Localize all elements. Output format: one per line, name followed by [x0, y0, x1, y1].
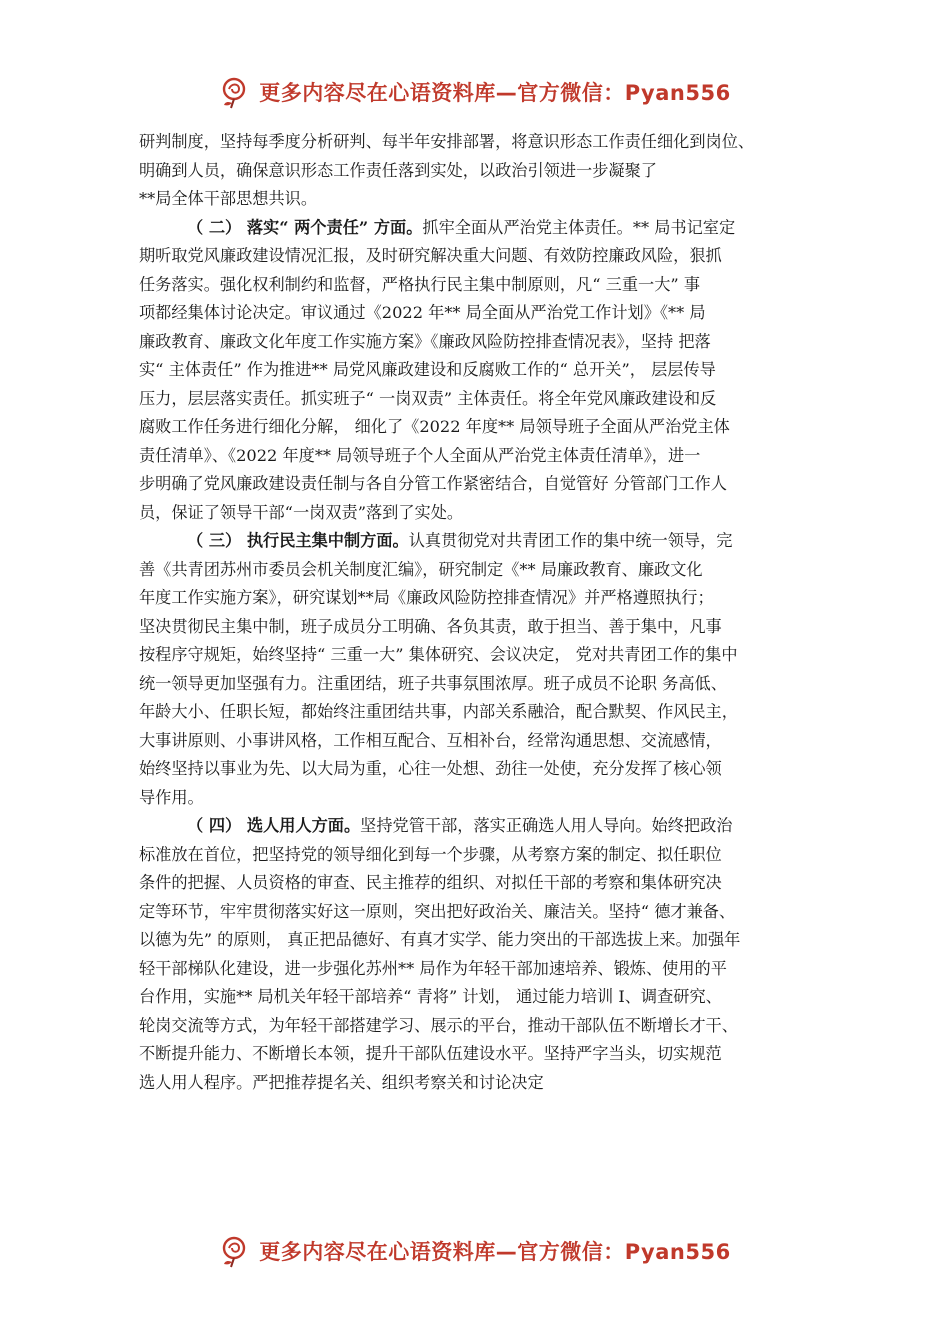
text-line: **局全体干部思想共识。: [139, 189, 318, 208]
text-line: 廉政教育、廉政文化年度工作实施方案》《廉政风险防控排查情况表》，坚持 把落: [139, 331, 711, 351]
watermark-text: 更多内容尽在心语资料库—官方微信：Pyan556: [259, 1240, 731, 1264]
rose-logo-icon: [219, 1234, 253, 1268]
text-line: 标准放在首位，把坚持党的领导细化到每一个步骤，从考察方案的制定、拟任职位: [139, 844, 722, 864]
text-line: 明确到人员，确保意识形态工作责任落到实处，以政治引领进一步凝聚了: [139, 160, 657, 180]
text-line: 导作用。: [139, 787, 204, 807]
heading-rest: 抓牢全面从严治党主体责任。** 局书记室定: [422, 217, 736, 237]
text-line: 责任清单》、《2022 年度** 局领导班子个人全面从严治党主体责任清单》，进一: [139, 445, 701, 465]
heading-rest: 坚持党管干部，落实正确选人用人导向。始终把政治: [360, 816, 733, 835]
document-body: [139, 128, 827, 1097]
text-line: 压力，层层落实责任。抓实班子“ 一岗双责” 主体责任。将全年党风廉政建设和反: [139, 388, 717, 408]
text-line: 员，保证了领导干部“一岗双责”落到了实处。: [139, 502, 464, 522]
heading-title: （ 三） 执行民主集中制方面。: [187, 531, 409, 550]
paragraph-heading-4: [139, 812, 827, 841]
text-line: 期听取党风廉政建设情况汇报，及时研究解决重大问题、有效防控廉政风险，狠抓: [139, 246, 722, 265]
heading-rest: 认真贯彻党对共青团工作的集中统一领导，完: [408, 531, 733, 550]
heading-title: （ 四） 选人用人方面。: [187, 816, 361, 835]
text-line: 善《共青团苏州市委员会机关制度汇编》，研究制定《** 局廉政教育、廉政文化: [139, 559, 703, 579]
paragraph-heading-2: [139, 214, 827, 243]
text-line: 步明确了党风廉政建设责任制与各自分管工作紧密结合，自觉管好 分管部门工作人: [139, 474, 727, 493]
text-line: 选人用人程序。严把推荐提名关、组织考察关和讨论决定: [139, 1072, 544, 1092]
text-line: 任务落实。强化权利制约和监督，严格执行民主集中制原则，凡“ 三重一大” 事: [139, 274, 701, 294]
text-line: 以德为先” 的原则， 真正把品德好、有真才实学、能力突出的干部选拔上来。加强年: [139, 930, 741, 949]
text-line: 不断提升能力、不断增长本领，提升干部队伍建设水平。坚持严字当头，切实规范: [139, 1044, 722, 1063]
text-line: 年龄大小、任职长短，都始终注重团结共事，内部关系融洽，配合默契、作风民主，: [139, 702, 738, 721]
rose-logo-icon: [219, 75, 253, 109]
text-line: 按程序守规矩，始终坚持“ 三重一大” 集体研究、会议决定， 党对共青团工作的集中: [139, 645, 738, 664]
text-line: 统一领导更加坚强有力。注重团结，班子共事氛围浓厚。班子成员不论职 务高低、: [139, 673, 727, 693]
text-line: 轻干部梯队化建设，进一步强化苏州** 局作为年轻干部加速培养、锻炼、使用的平: [139, 958, 727, 978]
footer-watermark: [0, 1231, 950, 1271]
text-line: 项都经集体讨论决定。审议通过《2022 年** 局全面从严治党工作计划》《** 局: [139, 303, 706, 322]
text-line: 轮岗交流等方式，为年轻干部搭建学习、展示的平台，推动干部队伍不断增长才干、: [139, 1015, 738, 1035]
text-line: 坚决贯彻民主集中制，班子成员分工明确、各负其责，敢于担当、善于集中，凡事: [139, 616, 722, 636]
heading-title: （ 二） 落实“ 两个责任” 方面。: [187, 217, 423, 237]
text-line: 始终坚持以事业为先、以大局为重，心往一处想、劲往一处使，充分发挥了核心领: [139, 759, 722, 778]
text-line: 年度工作实施方案》，研究谋划**局《廉政风险防控排查情况》并严格遵照执行；: [139, 588, 714, 607]
text-line: 台作用，实施** 局机关年轻干部培养“ 青将” 计划， 通过能力培训 I、调查研究、: [139, 987, 722, 1006]
watermark-text: 更多内容尽在心语资料库—官方微信：Pyan556: [259, 81, 731, 105]
text-line: 条件的把握、人员资格的审查、民主推荐的组织、对拟任干部的考察和集体研究决: [139, 873, 722, 892]
text-line: 实“ 主体责任” 作为推进** 局党风廉政建设和反腐败工作的“ 总开关”， 层层传导: [139, 360, 716, 379]
header-watermark: [0, 72, 950, 112]
text-line: 定等环节，牢牢贯彻落实好这一原则，突出把好政治关、廉洁关。坚持“ 德才兼备、: [139, 901, 736, 921]
text-line: 大事讲原则、小事讲风格，工作相互配合、互相补台，经常沟通思想、交流感情，: [139, 730, 722, 750]
text-line: 研判制度，坚持每季度分析研判、每半年安排部署，将意识形态工作责任细化到岗位、: [139, 132, 755, 151]
text-line: 腐败工作任务进行细化分解， 细化了《2022 年度** 局领导班子全面从严治党主体: [139, 417, 730, 436]
paragraph-heading-3: [139, 527, 827, 556]
